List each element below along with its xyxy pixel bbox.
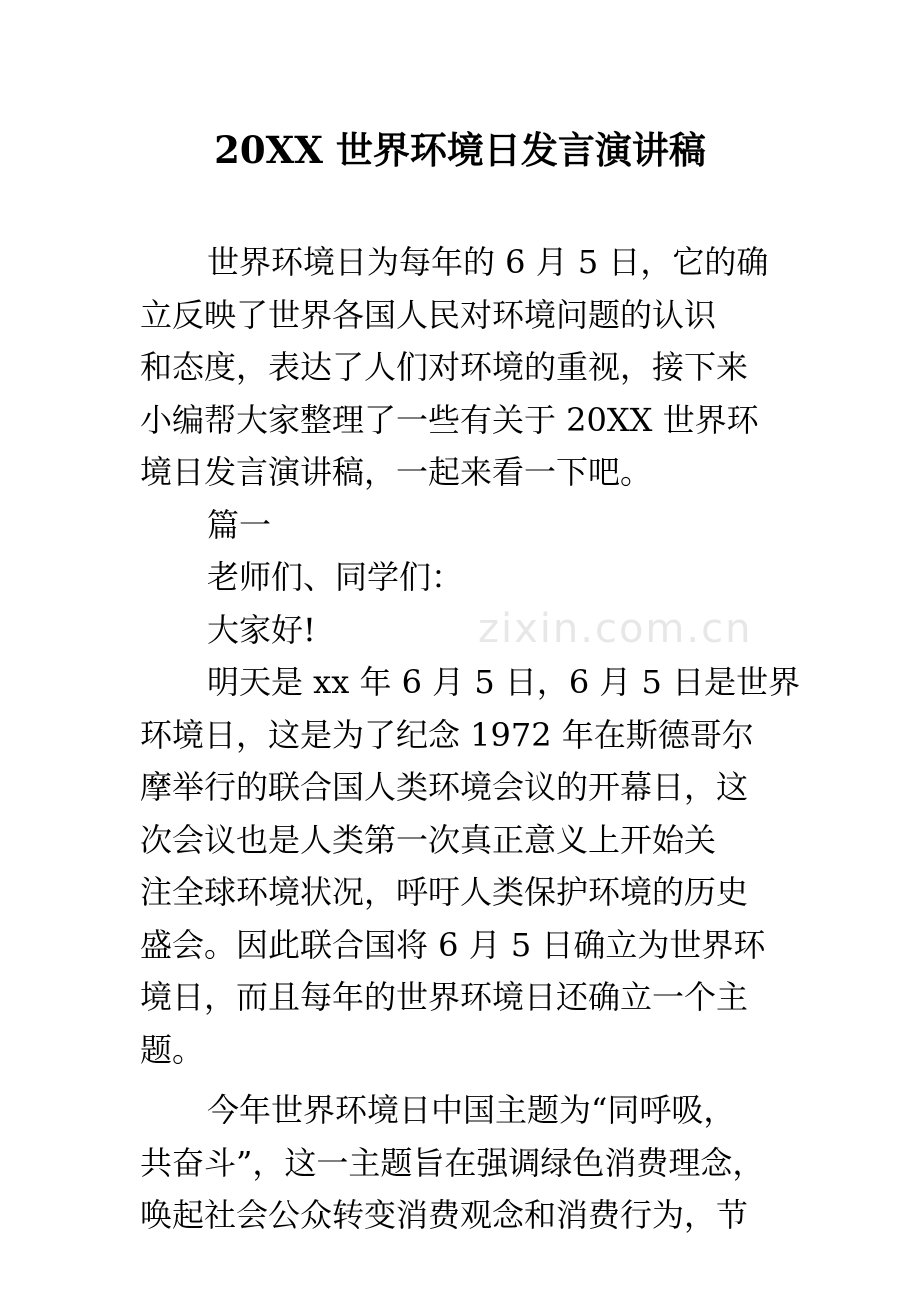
speech-paragraph-2 [140, 1084, 790, 1242]
text-line: 唤起社会公众转变消费观念和消费行为，节 [140, 1196, 749, 1234]
text-line: 环境日，这是为了纪念 1972 年在斯德哥尔 [140, 715, 754, 754]
text-line: 盛会。因此联合国将 6 月 5 日确立为世界环 [140, 925, 766, 964]
text-line: 世界环境日为每年的 6 月 5 日，它的确 [207, 243, 769, 281]
salutation: 老师们、同学们： [207, 558, 464, 596]
text-line: 次会议也是人类第一次真正意义上开始关 [140, 820, 717, 859]
speech-paragraph-1 [140, 656, 801, 1076]
watermark-text: zixin.com.cn [478, 606, 753, 652]
text-line: 题。 [140, 1030, 205, 1069]
section-label: 篇一 [207, 505, 272, 544]
text-line: 注全球环境状况，呼吁人类保护环境的历史 [140, 873, 749, 911]
text-line: 和态度，表达了人们对环境的重视，接下来 [140, 348, 749, 386]
text-line: 今年世界环境日中国主题为“同呼吸， [207, 1091, 736, 1129]
text-line: 立反映了世界各国人民对环境问题的认识 [140, 295, 717, 334]
greeting: 大家好! [207, 610, 316, 649]
text-line: 明天是 xx 年 6 月 5 日，6 月 5 日是世界 [207, 663, 801, 701]
intro-paragraph [140, 236, 790, 499]
text-line: 小编帮大家整理了一些有关于 20XX 世界环 [140, 400, 759, 439]
text-line: 境日发言演讲稿，一起来看一下吧。 [140, 453, 653, 491]
text-line: 摩举行的联合国人类环境会议的开幕日，这 [140, 768, 749, 806]
document-title: 20XX 世界环境日发言演讲稿 [214, 128, 706, 172]
text-line: 境日，而且每年的世界环境日还确立一个主 [140, 978, 749, 1016]
text-line: 共奋斗”，这一主题旨在强调绿色消费理念， [140, 1143, 765, 1182]
document-body [140, 236, 801, 1242]
